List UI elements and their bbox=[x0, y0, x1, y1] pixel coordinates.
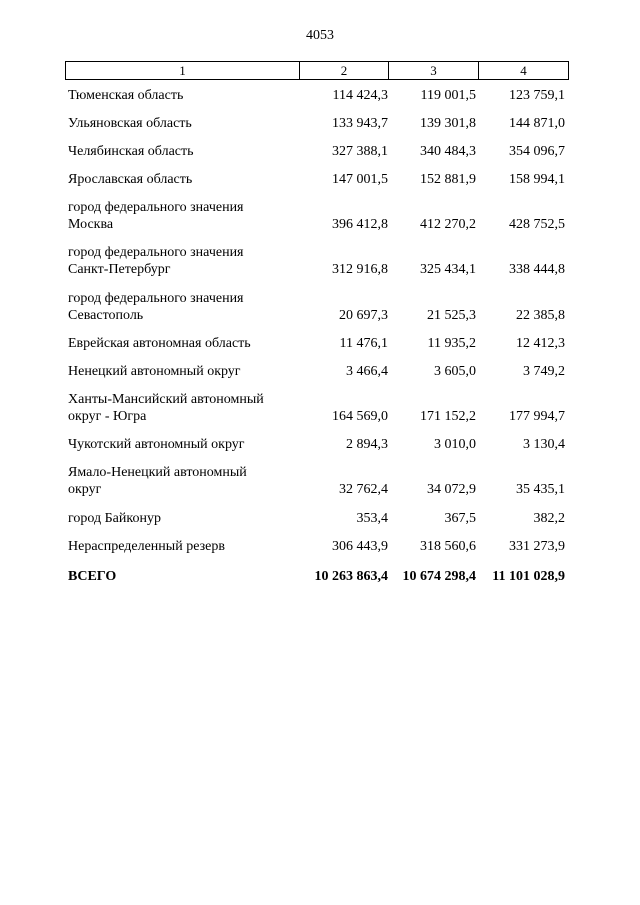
value-cell-col3: 318 560,6 bbox=[420, 539, 476, 554]
value-cell-col3: 119 001,5 bbox=[420, 88, 476, 103]
value-cell-col3: 340 484,3 bbox=[420, 144, 476, 159]
value-cell-col2: 2 894,3 bbox=[346, 437, 388, 452]
value-cell-col2: 396 412,8 bbox=[332, 217, 388, 232]
value-cell-col3: 3 010,0 bbox=[434, 437, 476, 452]
region-name: Ульяновская область bbox=[68, 116, 192, 131]
value-cell-col3: 11 935,2 bbox=[427, 336, 476, 351]
value-cell-col3: 325 434,1 bbox=[420, 262, 476, 277]
value-cell-col2: 11 476,1 bbox=[339, 336, 388, 351]
column-header-1: 1 bbox=[179, 63, 186, 78]
value-cell-col3: 412 270,2 bbox=[420, 217, 476, 232]
value-cell-col4: 11 101 028,9 bbox=[492, 569, 565, 584]
value-cell-col4: 22 385,8 bbox=[516, 308, 565, 323]
value-cell-col4: 331 273,9 bbox=[509, 539, 565, 554]
value-cell-col4: 3 749,2 bbox=[523, 364, 565, 379]
region-name: Чукотский автономный округ bbox=[68, 437, 245, 452]
region-name: Ямало-Ненецкий автономный округ bbox=[68, 465, 247, 497]
column-header-2: 2 bbox=[340, 63, 348, 78]
value-cell-col4: 338 444,8 bbox=[509, 262, 565, 277]
value-cell-col2: 133 943,7 bbox=[332, 116, 388, 131]
region-name: город Байконур bbox=[68, 511, 161, 526]
value-cell-col3: 171 152,2 bbox=[420, 409, 476, 424]
value-cell-col3: 34 072,9 bbox=[427, 482, 476, 497]
value-cell-col2: 114 424,3 bbox=[332, 88, 388, 103]
value-cell-col4: 177 994,7 bbox=[509, 409, 565, 424]
total-label: ВСЕГО bbox=[68, 569, 117, 584]
value-cell-col4: 158 994,1 bbox=[509, 172, 565, 187]
value-cell-col2: 306 443,9 bbox=[332, 539, 388, 554]
value-cell-col2: 353,4 bbox=[356, 511, 388, 526]
value-cell-col3: 139 301,8 bbox=[420, 116, 476, 131]
value-cell-col3: 152 881,9 bbox=[420, 172, 476, 187]
region-name: Ярославская область bbox=[68, 172, 193, 187]
value-cell-col4: 354 096,7 bbox=[509, 144, 565, 159]
column-header-3: 3 bbox=[430, 63, 437, 78]
region-name: Ненецкий автономный округ bbox=[68, 364, 241, 379]
value-cell-col2: 327 388,1 bbox=[332, 144, 388, 159]
region-name: Еврейская автономная область bbox=[68, 336, 251, 351]
value-cell-col2: 312 916,8 bbox=[332, 262, 388, 277]
value-cell-col2: 32 762,4 bbox=[339, 482, 388, 497]
region-name: город федерального значения Севастополь bbox=[68, 291, 244, 323]
value-cell-col4: 123 759,1 bbox=[509, 88, 565, 103]
region-name: город федерального значения Санкт-Петербург bbox=[68, 245, 244, 277]
value-cell-col2: 3 466,4 bbox=[346, 364, 388, 379]
value-cell-col3: 10 674 298,4 bbox=[402, 569, 476, 584]
value-cell-col4: 144 871,0 bbox=[509, 116, 565, 131]
region-name: Челябинская область bbox=[68, 144, 194, 159]
value-cell-col3: 3 605,0 bbox=[434, 364, 476, 379]
value-cell-col2: 147 001,5 bbox=[332, 172, 388, 187]
value-cell-col4: 382,2 bbox=[533, 511, 565, 526]
region-name: Тюменская область bbox=[68, 88, 184, 103]
column-header-4: 4 bbox=[520, 63, 527, 78]
value-cell-col2: 20 697,3 bbox=[339, 308, 388, 323]
region-name: Нераспределенный резерв bbox=[68, 539, 225, 554]
value-cell-col3: 367,5 bbox=[444, 511, 476, 526]
page-number: 4053 bbox=[306, 28, 334, 43]
value-cell-col4: 3 130,4 bbox=[523, 437, 565, 452]
value-cell-col4: 12 412,3 bbox=[516, 336, 565, 351]
value-cell-col4: 35 435,1 bbox=[516, 482, 565, 497]
region-name: город федерального значения Москва bbox=[68, 200, 244, 232]
value-cell-col4: 428 752,5 bbox=[509, 217, 565, 232]
region-name: Ханты-Мансийский автономный округ - Югра bbox=[68, 392, 264, 424]
value-cell-col3: 21 525,3 bbox=[427, 308, 476, 323]
value-cell-col2: 164 569,0 bbox=[332, 409, 388, 424]
value-cell-col2: 10 263 863,4 bbox=[314, 569, 388, 584]
